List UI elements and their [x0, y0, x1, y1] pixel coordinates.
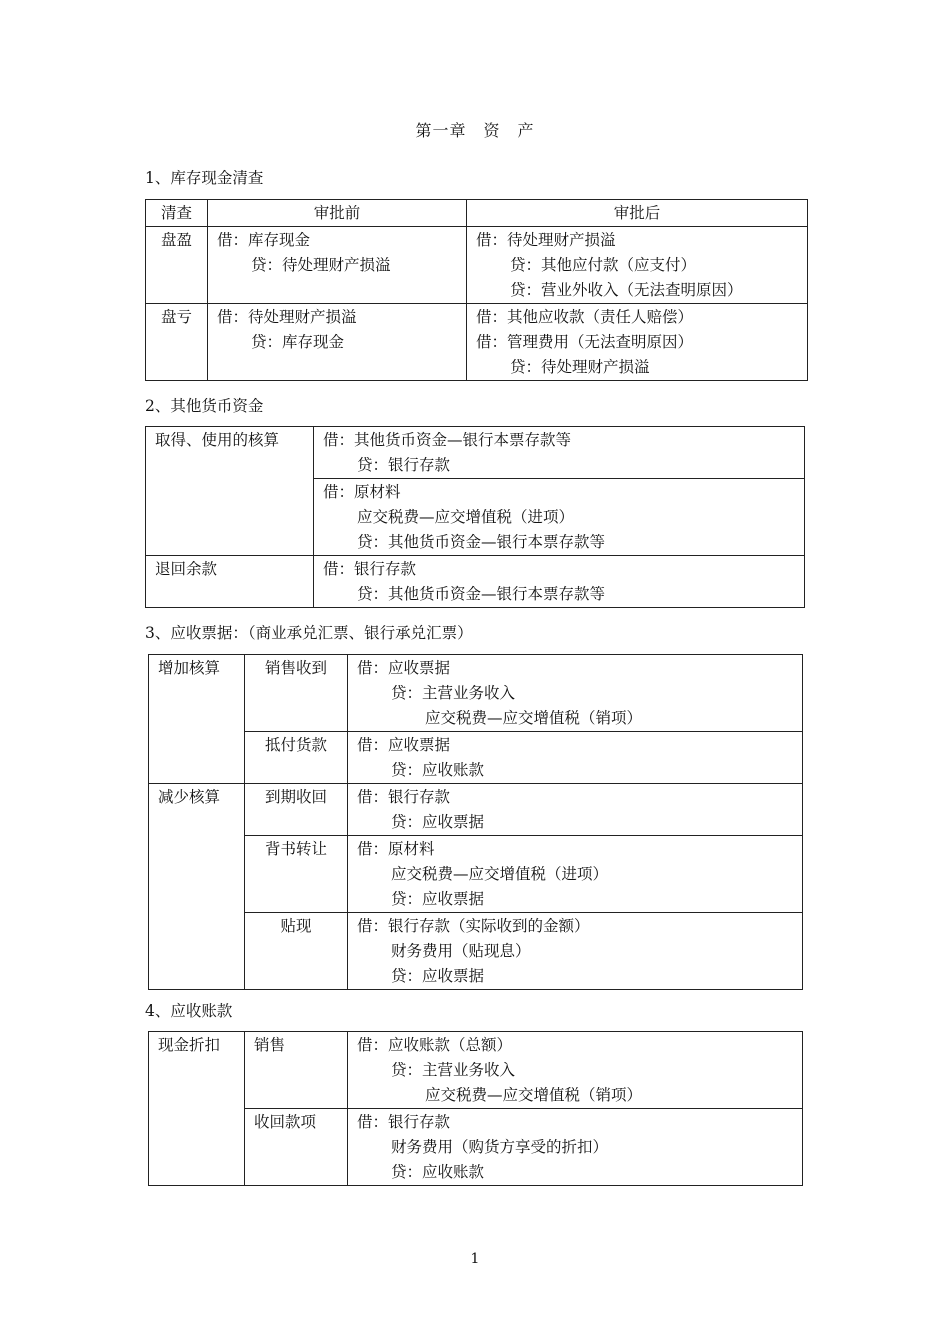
row-label: 盘盈 — [146, 227, 208, 304]
header-check: 清查 — [146, 200, 208, 227]
section-3-heading: 3、应收票据：（商业承兑汇票、银行承兑汇票） — [145, 624, 473, 642]
group-label: 减少核算 — [149, 784, 245, 990]
item-label: 到期收回 — [245, 784, 348, 836]
table-header-row — [146, 200, 808, 227]
entry-line: 贷：营业外收入（无法查明原因） — [510, 281, 743, 299]
entry-line: 贷：待处理财产损溢 — [510, 358, 650, 376]
notes-receivable-table — [148, 654, 803, 990]
entry-line: 贷：其他货币资金—银行本票存款等 — [357, 585, 606, 603]
chapter-title: 第一章 资 产 — [415, 121, 535, 140]
entry-line: 借：银行存款（实际收到的金额） — [357, 917, 590, 935]
entry-line: 借：银行存款 — [357, 788, 451, 806]
item-label: 贴现 — [245, 913, 348, 990]
entry-line: 借：应收账款（总额） — [357, 1036, 513, 1054]
entry-line: 贷：银行存款 — [357, 456, 451, 474]
entry-line: 应交税费—应交增值税（进项） — [357, 508, 575, 526]
entry-cell — [314, 556, 805, 608]
table-row — [146, 556, 805, 608]
table-row — [149, 1032, 803, 1109]
entry-line: 借：银行存款 — [323, 560, 417, 578]
entry-cell — [314, 427, 805, 479]
entry-cell — [348, 836, 803, 913]
item-label: 收回款项 — [245, 1109, 348, 1186]
entry-line: 借：待处理财产损溢 — [476, 231, 616, 249]
entry-line: 贷：应收账款 — [391, 761, 485, 779]
entry-line: 贷：应收票据 — [391, 813, 485, 831]
entry-line: 贷：待处理财产损溢 — [251, 256, 391, 274]
entry-line: 贷：其他货币资金—银行本票存款等 — [357, 533, 606, 551]
table-row — [149, 732, 803, 784]
cash-inventory-table — [145, 199, 808, 381]
entry-line: 财务费用（贴现息） — [391, 942, 531, 960]
entry-line: 借：银行存款 — [357, 1113, 451, 1131]
entry-cell — [348, 784, 803, 836]
entry-cell — [314, 479, 805, 556]
row-label: 取得、使用的核算 — [146, 427, 314, 556]
entry-cell — [467, 304, 808, 381]
section-1-heading: 1、库存现金清查 — [145, 169, 264, 187]
entry-line: 借：库存现金 — [217, 231, 311, 249]
group-label: 现金折扣 — [149, 1032, 245, 1186]
page-number: 1 — [470, 1251, 480, 1267]
table-row — [149, 1109, 803, 1186]
entry-line: 贷：其他应付款（应支付） — [510, 256, 697, 274]
section-2-heading: 2、其他货币资金 — [145, 397, 264, 415]
accounts-receivable-table — [148, 1031, 803, 1186]
table-row — [146, 304, 808, 381]
entry-line: 贷：应收账款 — [391, 1163, 485, 1181]
entry-line: 贷：应收票据 — [391, 967, 485, 985]
item-label: 销售 — [245, 1032, 348, 1109]
row-label: 盘亏 — [146, 304, 208, 381]
entry-line: 借：其他货币资金—银行本票存款等 — [323, 431, 572, 449]
entry-line: 借：待处理财产损溢 — [217, 308, 357, 326]
header-after-approval: 审批后 — [467, 200, 808, 227]
table-row — [149, 784, 803, 836]
table-row — [146, 227, 808, 304]
entry-cell — [348, 1109, 803, 1186]
header-before-approval: 审批前 — [208, 200, 467, 227]
entry-cell — [348, 732, 803, 784]
entry-line: 贷：库存现金 — [251, 333, 345, 351]
table-row — [149, 655, 803, 732]
entry-cell — [208, 304, 467, 381]
item-label: 背书转让 — [245, 836, 348, 913]
entry-line: 贷：主营业务收入 — [391, 684, 516, 702]
table-row — [149, 913, 803, 990]
entry-cell — [348, 1032, 803, 1109]
other-monetary-funds-table — [145, 426, 805, 608]
entry-line: 应交税费—应交增值税（销项） — [425, 709, 643, 727]
entry-cell — [348, 655, 803, 732]
table-row — [146, 427, 805, 479]
entry-line: 借：原材料 — [323, 483, 401, 501]
entry-line: 财务费用（购货方享受的折扣） — [391, 1138, 609, 1156]
item-label: 销售收到 — [245, 655, 348, 732]
section-4-heading: 4、应收账款 — [145, 1002, 233, 1020]
entry-line: 借：原材料 — [357, 840, 435, 858]
entry-line: 应交税费—应交增值税（进项） — [391, 865, 609, 883]
item-label: 抵付货款 — [245, 732, 348, 784]
entry-line: 贷：主营业务收入 — [391, 1061, 516, 1079]
entry-cell — [348, 913, 803, 990]
entry-line: 借：应收票据 — [357, 736, 451, 754]
entry-line: 贷：应收票据 — [391, 890, 485, 908]
table-row — [149, 836, 803, 913]
entry-line: 借：管理费用（无法查明原因） — [476, 333, 694, 351]
entry-line: 借：应收票据 — [357, 659, 451, 677]
entry-line: 借：其他应收款（责任人赔偿） — [476, 308, 694, 326]
row-label: 退回余款 — [146, 556, 314, 608]
entry-line: 应交税费—应交增值税（销项） — [425, 1086, 643, 1104]
group-label: 增加核算 — [149, 655, 245, 784]
entry-cell — [467, 227, 808, 304]
entry-cell — [208, 227, 467, 304]
